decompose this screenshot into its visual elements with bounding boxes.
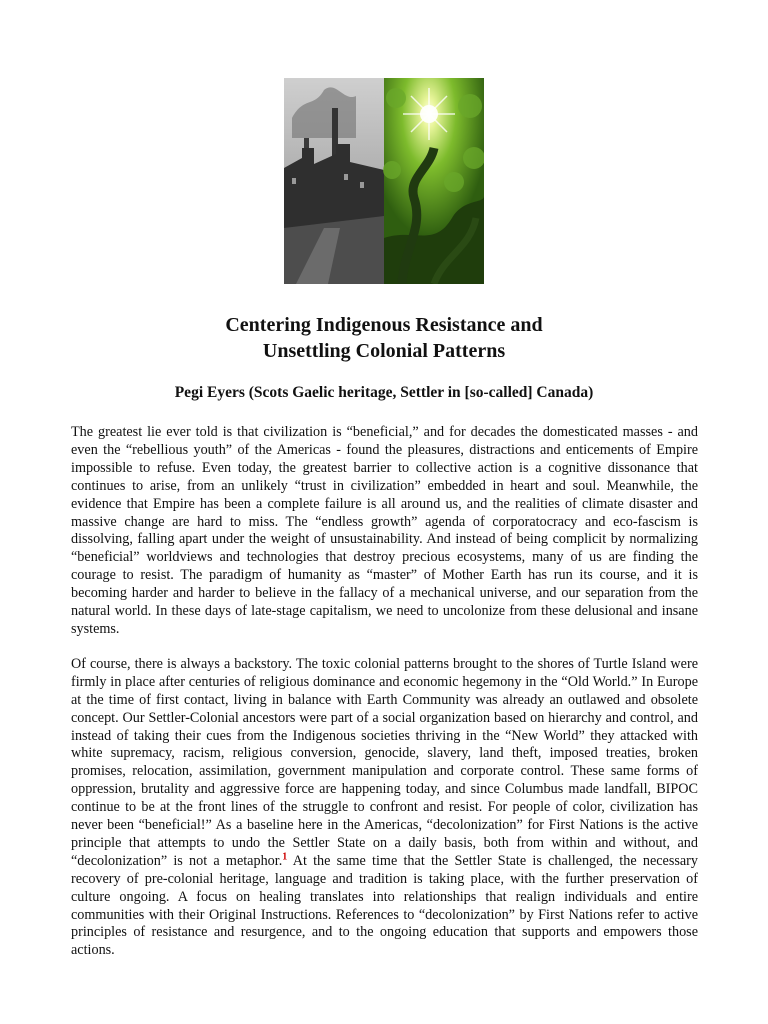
cover-image-split-industry-forest [284, 78, 484, 284]
document-title-line-2: Unsettling Colonial Patterns [262, 340, 506, 362]
footnote-reference-link[interactable]: 1 [282, 851, 288, 863]
document-title [0, 312, 768, 364]
body-paragraph-2 [71, 656, 698, 960]
article-body [71, 424, 698, 977]
body-paragraph-2-text-b: At the same time that the Settler State is challenged, the necessary recovery of pre-colonial heritage, language and tradition is taking place, with the further preservation of culture ongoing. A focus on healing translates into relationships that realign individuals and entire communities with their Original Instructions. References to “decolonization” by First Nations refer to active principles of resistance and resurgence, and to the ongoing education that supports and empowers those actions. [71, 852, 699, 959]
body-paragraph-1: The greatest lie ever told is that civilization is “beneficial,” and for decades the domesticated masses - and even the “rebellious youth” of the Americas - found the pleasures, distractions and enticements of Empire impossible to refuse. Even today, the greatest barrier to collective action is a cognitive dissonance that continues to arise, from an unlikely “trust in civilization” embedded in heart and soul. Meanwhile, the evidence that Empire has been a complete failure is all around us, and the realities of climate disaster and massive change are hard to miss. The “endless growth” agenda of corporatocracy and eco-fascism is dissolving, falling apart under the weight of unsustainability. And instead of being complicit by normalizing “beneficial” worldviews and technologies that destroy precious ecosystems, many of us are finding the courage to resist. The paradigm of humanity as “master” of Mother Earth has run its course, and it is becoming harder and harder to believe in the fallacy of a mechanical universe, and our separation from the natural world. In these days of late-stage capitalism, we need to uncolonize from these delusional and insane systems. [71, 424, 698, 637]
author-byline: Pegi Eyers (Scots Gaelic heritage, Settler in [so-called] Canada) [174, 384, 594, 401]
document-title-line-1: Centering Indigenous Resistance and [225, 314, 543, 336]
body-paragraph-2-text-a: Of course, there is always a backstory. The toxic colonial patterns brought to the shores of Turtle Island were firmly in place after centuries of religious dominance and economic hegemony in the “Old World.” In Europe at the time of first contact, living in balance with Earth Community was already an outlawed and obsolete concept. Our Settler-Colonial ancestors were part of a social organization based on hierarchy and control, and instead of taking their cues from the Indigenous societies thriving in the “New World” they attacked with white supremacy, racism, religious conversion, genocide, slavery, land theft, imposed treaties, broken promises, relocation, assimilation, government manipulation and corporate control. These same forms of oppression, brutality and aggressive force are happening today, and since Columbus made landfall, BIPOC continue to be at the front lines of the struggle to confront and resist. For people of color, civilization has never been “beneficial!” As a baseline here in the Americas, “decolonization” for First Nations is the active principle that attempts to undo the Settler State on a daily basis, both from within and without, and “decolonization” is not a metaphor. [71, 655, 698, 869]
